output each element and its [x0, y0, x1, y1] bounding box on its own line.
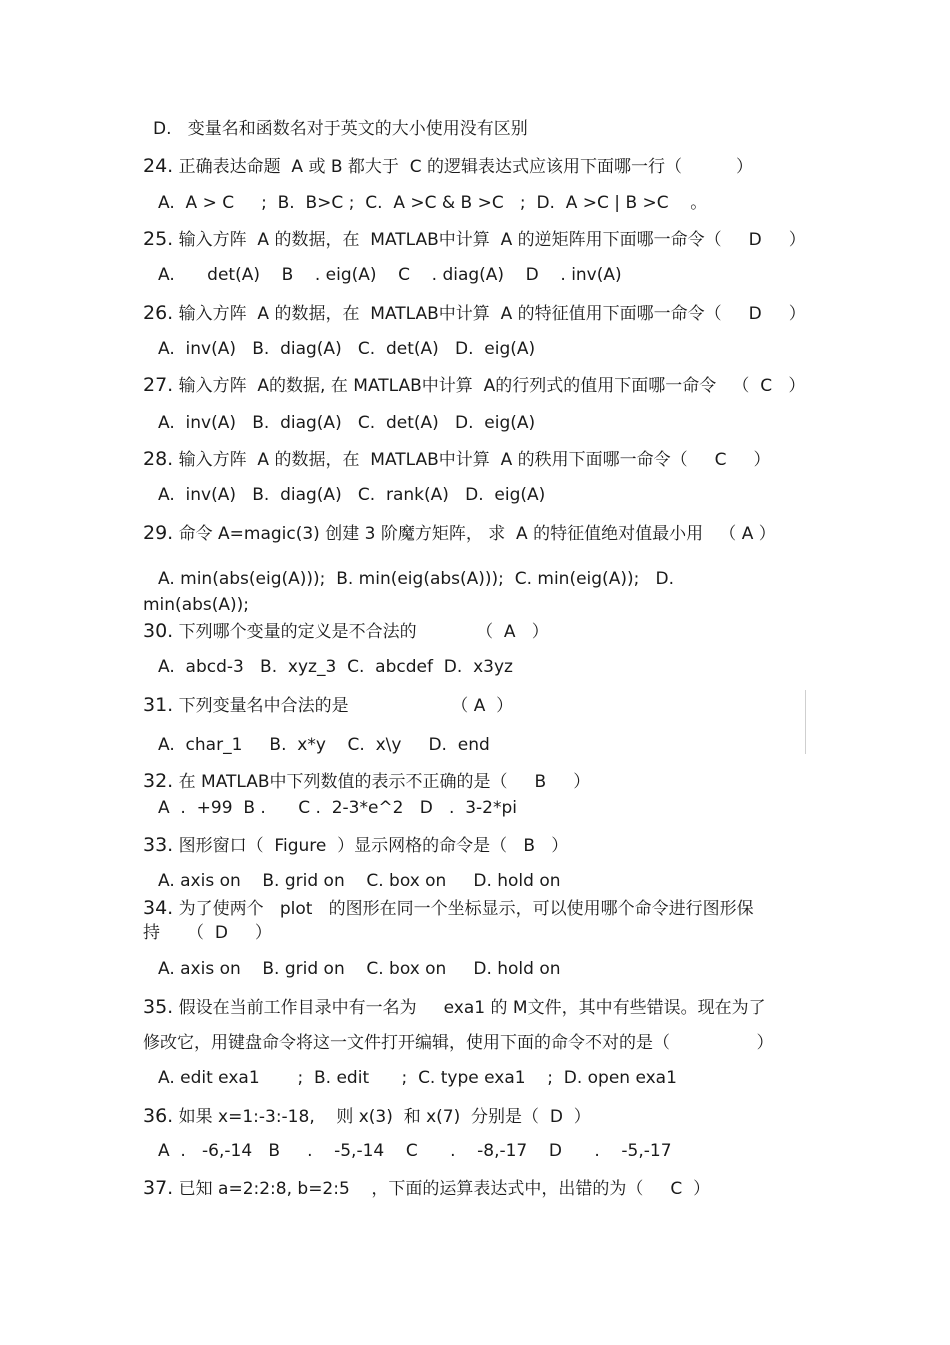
options-25: A. det(A) B . eig(A) C . diag(A) D . inv(A): [158, 265, 622, 285]
question-37: [143, 1177, 710, 1200]
option-line: D. 变量名和函数名对于英文的大小使用没有区别: [153, 119, 528, 139]
question-24: [143, 155, 753, 178]
options-24: A. A > C ; B. B>C ; C. A >C & B >C ; D. A >C | B >C 。: [158, 193, 708, 213]
question-25: [143, 228, 806, 251]
options-31: A. char_1 B. x*y C. x\y D. end: [158, 735, 490, 755]
options-28: A. inv(A) B. diag(A) C. rank(A) D. eig(A): [158, 485, 546, 505]
question-text: 下列哪个变量的定义是不合法的 （ A ）: [173, 622, 549, 642]
question-28: [143, 448, 771, 471]
question-27: [143, 374, 805, 397]
question-number: 26.: [143, 302, 174, 324]
options-32: A . +99 B . C . 2-3*e^2 D . 3-2*pi: [158, 798, 518, 818]
question-text: 下列变量名中合法的是 （ A ）: [173, 696, 514, 716]
question-text: 输入方阵 A 的数据，在 MATLAB中计算 A 的秩用下面哪一命令（ C ）: [173, 450, 771, 470]
options-26: A. inv(A) B. diag(A) C. det(A) D. eig(A): [158, 339, 536, 359]
question-36: [143, 1105, 591, 1128]
question-33: [143, 834, 568, 857]
question-number: 25.: [143, 228, 174, 250]
question-text: 假设在当前工作目录中有一名为 exa1 的 M文件，其中有些错误。现在为了: [173, 998, 766, 1018]
question-text: 输入方阵 A 的数据，在 MATLAB中计算 A 的特征值用下面哪一命令（ D ）: [173, 304, 806, 324]
question-35: [143, 996, 766, 1019]
question-34: [143, 897, 754, 920]
question-text: 如果 x=1:-3:-18, 则 x(3) 和 x(7) 分别是（ D ）: [173, 1107, 591, 1127]
question-number: 30.: [143, 620, 174, 642]
question-29: [143, 522, 776, 545]
options-34: A. axis on B. grid on C. box on D. hold on: [158, 959, 561, 979]
options-27: A. inv(A) B. diag(A) C. det(A) D. eig(A): [158, 413, 536, 433]
options-29: A. min(abs(eig(A))); B. min(eig(abs(A))); C. min(eig(A)); D.: [158, 569, 675, 589]
question-text: 已知 a=2:2:8, b=2:5 ，下面的运算表达式中，出错的为（ C ）: [173, 1179, 711, 1199]
question-text: 在 MATLAB中下列数值的表示不正确的是（ B ）: [173, 772, 591, 792]
question-number: 34.: [143, 897, 174, 919]
options-30: A. abcd-3 B. xyz_3 C. abcdef D. x3yz: [158, 657, 513, 677]
question-number: 32.: [143, 770, 174, 792]
options-35: A. edit exa1 ; B. edit ; C. type exa1 ; D. open exa1: [158, 1068, 677, 1088]
question-text: 为了使两个 plot 的图形在同一个坐标显示，可以使用哪个命令进行图形保: [173, 899, 754, 919]
question-30: [143, 620, 549, 643]
options-33: A. axis on B. grid on C. box on D. hold on: [158, 871, 561, 891]
question-number: 24.: [143, 155, 174, 177]
options-29-continued: min(abs(A));: [143, 595, 250, 615]
question-number: 35.: [143, 996, 174, 1018]
question-34-continued: 持 （ D ）: [143, 923, 272, 943]
question-number: 28.: [143, 448, 174, 470]
question-number: 31.: [143, 694, 174, 716]
question-31: [143, 694, 513, 717]
question-number: 27.: [143, 374, 174, 396]
question-number: 33.: [143, 834, 174, 856]
question-text: 正确表达命题 A 或 B 都大于 C 的逻辑表达式应该用下面哪一行（ ）: [173, 157, 754, 177]
question-text: 命令 A=magic(3) 创建 3 阶魔方矩阵， 求 A 的特征值绝对值最小用 （ A ）: [173, 524, 776, 544]
question-26: [143, 302, 806, 325]
question-number: 36.: [143, 1105, 174, 1127]
question-text: 图形窗口（ Figure ）显示网格的命令是（ B ）: [173, 836, 569, 856]
question-32: [143, 770, 590, 793]
question-text: 输入方阵 A的数据, 在 MATLAB中计算 A的行列式的值用下面哪一命令 （ C ）: [173, 376, 806, 396]
options-36: A . -6,-14 B . -5,-14 C . -8,-17 D . -5,-17: [158, 1141, 672, 1161]
question-number: 37.: [143, 1177, 174, 1199]
question-number: 29.: [143, 522, 174, 544]
question-text: 输入方阵 A 的数据，在 MATLAB中计算 A 的逆矩阵用下面哪一命令（ D ）: [173, 230, 806, 250]
divider-line: [805, 690, 806, 754]
question-35-continued: 修改它，用键盘命令将这一文件打开编辑，使用下面的命令不对的是（ ）: [143, 1033, 774, 1053]
